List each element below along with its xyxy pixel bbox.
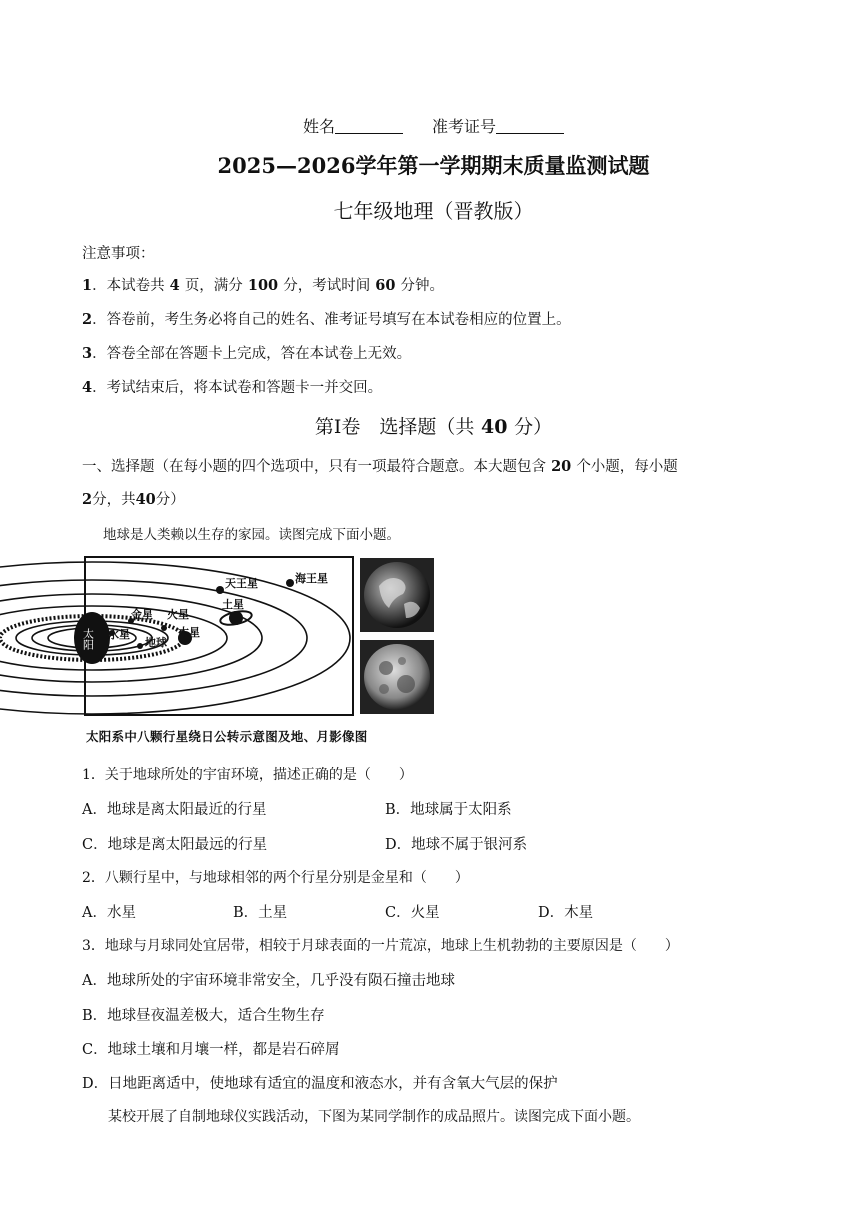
notice-item-2: 2．答卷前，考生务必将自己的姓名、准考证号填写在本试卷相应的位置上。 xyxy=(82,311,571,328)
venus-label: 金星 xyxy=(131,608,153,621)
earth-label: 地球 xyxy=(145,636,167,649)
question-3-option-c: C．地球土壤和月壤一样，都是岩石碎屑 xyxy=(82,1042,340,1058)
question-1-option-a: A．地球是离太阳最近的行星 xyxy=(82,802,267,818)
figure-caption: 太阳系中八颗行星绕日公转示意图及地、月影像图 xyxy=(86,729,368,744)
neptune-dot xyxy=(286,579,294,587)
notice-item-4: 4．考试结束后，将本试卷和答题卡一并交回。 xyxy=(82,379,383,396)
exam-title: 2025—2026学年第一学期期末质量监测试题 xyxy=(217,153,650,178)
question-2-option-d: D．木星 xyxy=(538,905,594,921)
exam-number-label: 准考证号 xyxy=(432,117,497,136)
section-instructions-line-2: 2分，共40分） xyxy=(82,491,185,508)
question-1-option-b: B．地球属于太阳系 xyxy=(385,802,512,818)
notice-item-1: 1．本试卷共 4 页，满分 100 分，考试时间 60 分钟。 xyxy=(82,277,445,294)
intro-text-2: 某校开展了自制地球仪实践活动，下图为某同学制作的成品照片。读图完成下面小题。 xyxy=(108,1109,640,1125)
saturn-dot xyxy=(229,611,243,625)
notice-heading: 注意事项： xyxy=(82,246,155,262)
question-1-option-c: C．地球是离太阳最远的行星 xyxy=(82,837,268,853)
question-3-stem: 3．地球与月球同处宜居带，相较于月球表面的一片荒凉，地球上生机勃勃的主要原因是（ ） xyxy=(82,938,679,954)
uranus-dot xyxy=(216,586,224,594)
question-3-option-d: D．日地距离适中，使地球有适宜的温度和液态水，并有含氧大气层的保护 xyxy=(82,1076,558,1092)
question-2-stem: 2．八颗行星中，与地球相邻的两个行星分别是金星和（ ） xyxy=(82,870,469,886)
solar-system-figure xyxy=(81,556,436,746)
mercury-label: 水星 xyxy=(108,628,130,641)
sun-label: 太阳 xyxy=(81,628,95,650)
moon-image xyxy=(364,644,430,710)
section-title: 第Ⅰ卷 选择题（共 40 分） xyxy=(314,416,553,438)
mars-dot xyxy=(161,625,167,631)
question-1-stem: 1．关于地球所处的宇宙环境，描述正确的是（ ） xyxy=(82,767,413,783)
name-label: 姓名 xyxy=(302,117,335,136)
jupiter-label: 木星 xyxy=(178,626,200,639)
question-2-option-b: B．土星 xyxy=(233,905,288,921)
candidate-info-line xyxy=(0,114,867,137)
exam-number-blank xyxy=(496,119,564,134)
name-blank xyxy=(335,119,403,134)
exam-subtitle: 七年级地理（晋教版） xyxy=(333,199,534,223)
uranus-label: 天王星 xyxy=(225,577,258,590)
intro-text-1: 地球是人类赖以生存的家园。读图完成下面小题。 xyxy=(103,527,400,543)
earth-dot xyxy=(137,643,143,649)
question-3-option-b: B．地球昼夜温差极大，适合生物生存 xyxy=(82,1008,325,1024)
neptune-label: 海王星 xyxy=(295,572,328,585)
question-2-option-c: C．火星 xyxy=(385,905,440,921)
notice-item-3: 3．答卷全部在答题卡上完成，答在本试卷上无效。 xyxy=(82,345,412,362)
question-1-option-d: D．地球不属于银河系 xyxy=(385,837,528,853)
question-2-option-a: A．水星 xyxy=(82,905,136,921)
question-3-option-a: A．地球所处的宇宙环境非常安全，几乎没有陨石撞击地球 xyxy=(82,973,455,989)
mars-label: 火星 xyxy=(167,608,189,621)
section-instructions-line-1: 一、选择题（在每小题的四个选项中，只有一项最符合题意。本大题包含 20 个小题，每小题 xyxy=(82,458,678,475)
saturn-label: 土星 xyxy=(222,598,244,611)
